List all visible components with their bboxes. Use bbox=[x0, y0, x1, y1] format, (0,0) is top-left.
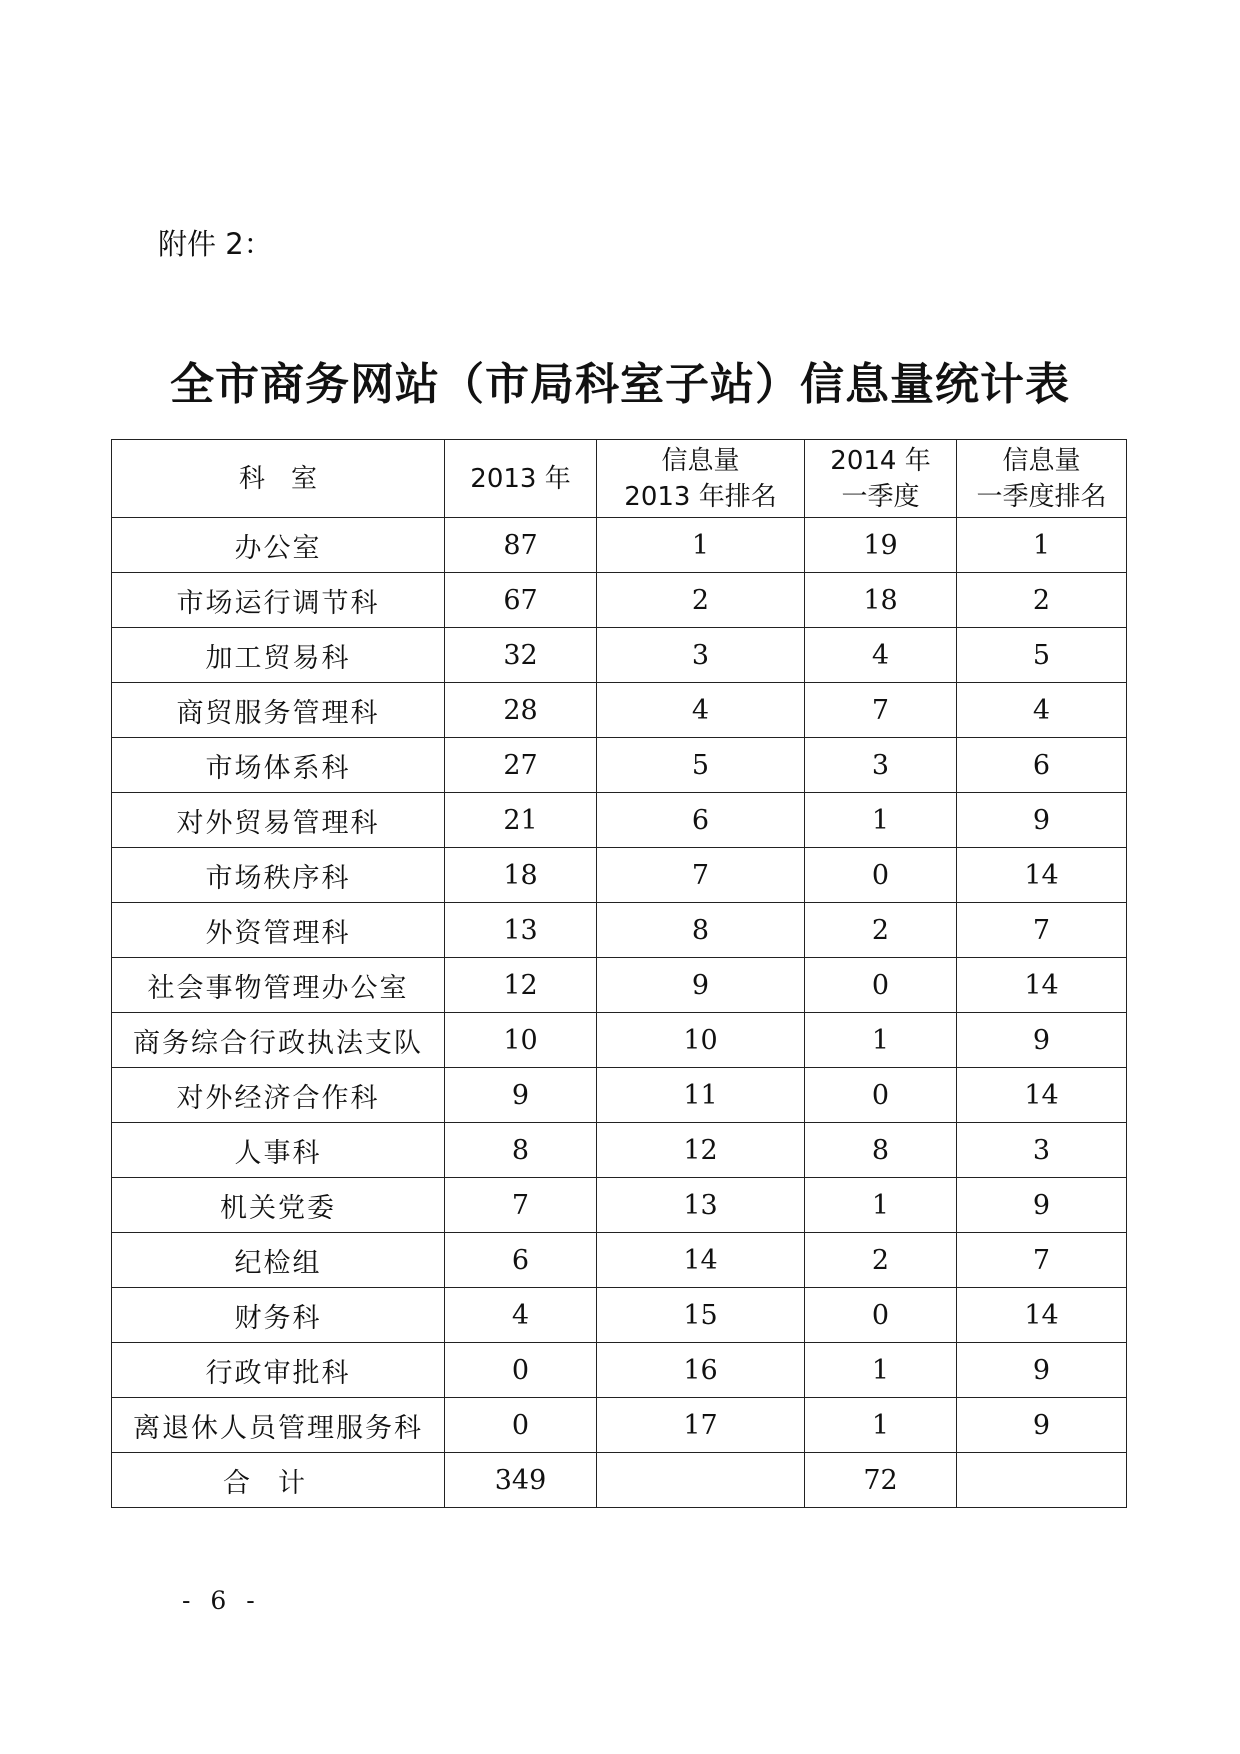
cell-2014-q1: 19 bbox=[805, 518, 957, 573]
cell-2014-q1: 1 bbox=[805, 1013, 957, 1068]
table-row bbox=[112, 683, 1127, 738]
cell-department: 外资管理科 bbox=[112, 903, 445, 958]
cell-2013: 27 bbox=[445, 738, 597, 793]
cell-q1-rank: 9 bbox=[957, 1343, 1127, 1398]
table-row bbox=[112, 1343, 1127, 1398]
header-text-line1: 信息量 bbox=[661, 445, 740, 476]
header-text-line2: 一季度 bbox=[841, 481, 920, 512]
cell-2013-rank: 15 bbox=[597, 1288, 805, 1343]
cell-2014-q1: 1 bbox=[805, 1178, 957, 1233]
cell-2013-rank: 5 bbox=[597, 738, 805, 793]
table-row bbox=[112, 903, 1127, 958]
header-text-line2: 一季度排名 bbox=[976, 481, 1107, 512]
cell-department: 纪检组 bbox=[112, 1233, 445, 1288]
cell-2014-q1: 0 bbox=[805, 848, 957, 903]
cell-department: 市场运行调节科 bbox=[112, 573, 445, 628]
cell-department: 机关党委 bbox=[112, 1178, 445, 1233]
cell-2013-rank: 11 bbox=[597, 1068, 805, 1123]
cell-2014-q1: 3 bbox=[805, 738, 957, 793]
cell-2013: 87 bbox=[445, 518, 597, 573]
table-row bbox=[112, 1013, 1127, 1068]
cell-2013: 13 bbox=[445, 903, 597, 958]
cell-department: 对外经济合作科 bbox=[112, 1068, 445, 1123]
cell-2013: 21 bbox=[445, 793, 597, 848]
attachment-label: 附件 2： bbox=[158, 227, 273, 261]
cell-2013: 8 bbox=[445, 1123, 597, 1178]
table-row bbox=[112, 1233, 1127, 1288]
cell-department: 商务综合行政执法支队 bbox=[112, 1013, 445, 1068]
cell-2013: 10 bbox=[445, 1013, 597, 1068]
cell-2014-q1: 2 bbox=[805, 1233, 957, 1288]
cell-q1-rank: 2 bbox=[957, 573, 1127, 628]
cell-2013-rank: 10 bbox=[597, 1013, 805, 1068]
header-department bbox=[112, 440, 445, 518]
cell-2014-q1: 2 bbox=[805, 903, 957, 958]
cell-2013: 4 bbox=[445, 1288, 597, 1343]
cell-2013-rank: 8 bbox=[597, 903, 805, 958]
header-text: 2013 年 bbox=[470, 463, 571, 494]
cell-2013-rank: 16 bbox=[597, 1343, 805, 1398]
cell-department: 离退休人员管理服务科 bbox=[112, 1398, 445, 1453]
cell-2013-rank: 1 bbox=[597, 518, 805, 573]
cell-2013: 9 bbox=[445, 1068, 597, 1123]
cell-department: 合计 bbox=[112, 1453, 445, 1508]
page-title: 全市商务网站（市局科室子站）信息量统计表 bbox=[170, 359, 1070, 410]
cell-2014-q1: 1 bbox=[805, 1398, 957, 1453]
cell-2013-rank: 17 bbox=[597, 1398, 805, 1453]
statistics-table bbox=[111, 439, 1127, 1508]
cell-q1-rank: 14 bbox=[957, 1288, 1127, 1343]
cell-q1-rank: 14 bbox=[957, 848, 1127, 903]
cell-q1-rank bbox=[957, 1453, 1127, 1508]
cell-2013: 18 bbox=[445, 848, 597, 903]
cell-2013: 6 bbox=[445, 1233, 597, 1288]
cell-q1-rank: 7 bbox=[957, 903, 1127, 958]
cell-2013: 67 bbox=[445, 573, 597, 628]
cell-department: 市场秩序科 bbox=[112, 848, 445, 903]
cell-2013-rank: 6 bbox=[597, 793, 805, 848]
table-header-row bbox=[112, 440, 1127, 518]
cell-q1-rank: 6 bbox=[957, 738, 1127, 793]
cell-2013-rank: 4 bbox=[597, 683, 805, 738]
cell-department: 人事科 bbox=[112, 1123, 445, 1178]
table-body bbox=[112, 518, 1127, 1508]
table-row bbox=[112, 738, 1127, 793]
cell-2013-rank: 13 bbox=[597, 1178, 805, 1233]
header-text: 科 室 bbox=[238, 463, 317, 494]
cell-2014-q1: 18 bbox=[805, 573, 957, 628]
cell-2013: 12 bbox=[445, 958, 597, 1013]
cell-q1-rank: 7 bbox=[957, 1233, 1127, 1288]
cell-q1-rank: 9 bbox=[957, 1178, 1127, 1233]
cell-q1-rank: 3 bbox=[957, 1123, 1127, 1178]
cell-2013: 349 bbox=[445, 1453, 597, 1508]
cell-q1-rank: 14 bbox=[957, 1068, 1127, 1123]
cell-2014-q1: 7 bbox=[805, 683, 957, 738]
cell-2013: 0 bbox=[445, 1343, 597, 1398]
table-row bbox=[112, 1178, 1127, 1233]
page-number: - 6 - bbox=[182, 1586, 261, 1615]
header-q1-rank bbox=[957, 440, 1127, 518]
table-row bbox=[112, 958, 1127, 1013]
cell-2014-q1: 0 bbox=[805, 1288, 957, 1343]
cell-2014-q1: 1 bbox=[805, 793, 957, 848]
cell-q1-rank: 9 bbox=[957, 1013, 1127, 1068]
table-row bbox=[112, 793, 1127, 848]
cell-2013-rank: 14 bbox=[597, 1233, 805, 1288]
cell-q1-rank: 1 bbox=[957, 518, 1127, 573]
header-text-line1: 2014 年 bbox=[830, 445, 931, 476]
cell-2013-rank: 7 bbox=[597, 848, 805, 903]
total-row bbox=[112, 1453, 1127, 1508]
cell-q1-rank: 9 bbox=[957, 793, 1127, 848]
cell-department: 市场体系科 bbox=[112, 738, 445, 793]
table-row bbox=[112, 1398, 1127, 1453]
table-row bbox=[112, 573, 1127, 628]
table-row bbox=[112, 848, 1127, 903]
table-row bbox=[112, 628, 1127, 683]
cell-department: 对外贸易管理科 bbox=[112, 793, 445, 848]
cell-2013-rank bbox=[597, 1453, 805, 1508]
header-text-line2: 2013 年排名 bbox=[624, 481, 777, 512]
cell-2013-rank: 9 bbox=[597, 958, 805, 1013]
table-row bbox=[112, 1068, 1127, 1123]
cell-2014-q1: 0 bbox=[805, 1068, 957, 1123]
table-row bbox=[112, 1123, 1127, 1178]
cell-department: 社会事物管理办公室 bbox=[112, 958, 445, 1013]
cell-2013-rank: 3 bbox=[597, 628, 805, 683]
table-row bbox=[112, 518, 1127, 573]
cell-2014-q1: 1 bbox=[805, 1343, 957, 1398]
cell-2013: 0 bbox=[445, 1398, 597, 1453]
header-2013-rank bbox=[597, 440, 805, 518]
header-2014-q1 bbox=[805, 440, 957, 518]
cell-department: 行政审批科 bbox=[112, 1343, 445, 1398]
cell-q1-rank: 14 bbox=[957, 958, 1127, 1013]
header-2013 bbox=[445, 440, 597, 518]
cell-2014-q1: 8 bbox=[805, 1123, 957, 1178]
cell-2013: 32 bbox=[445, 628, 597, 683]
cell-q1-rank: 9 bbox=[957, 1398, 1127, 1453]
cell-q1-rank: 4 bbox=[957, 683, 1127, 738]
header-text-line1: 信息量 bbox=[1002, 445, 1081, 476]
cell-2014-q1: 72 bbox=[805, 1453, 957, 1508]
cell-2013: 7 bbox=[445, 1178, 597, 1233]
cell-department: 商贸服务管理科 bbox=[112, 683, 445, 738]
cell-2014-q1: 0 bbox=[805, 958, 957, 1013]
cell-2013: 28 bbox=[445, 683, 597, 738]
cell-q1-rank: 5 bbox=[957, 628, 1127, 683]
cell-2013-rank: 12 bbox=[597, 1123, 805, 1178]
cell-department: 财务科 bbox=[112, 1288, 445, 1343]
cell-department: 加工贸易科 bbox=[112, 628, 445, 683]
cell-department: 办公室 bbox=[112, 518, 445, 573]
cell-2013-rank: 2 bbox=[597, 573, 805, 628]
cell-2014-q1: 4 bbox=[805, 628, 957, 683]
table-row bbox=[112, 1288, 1127, 1343]
